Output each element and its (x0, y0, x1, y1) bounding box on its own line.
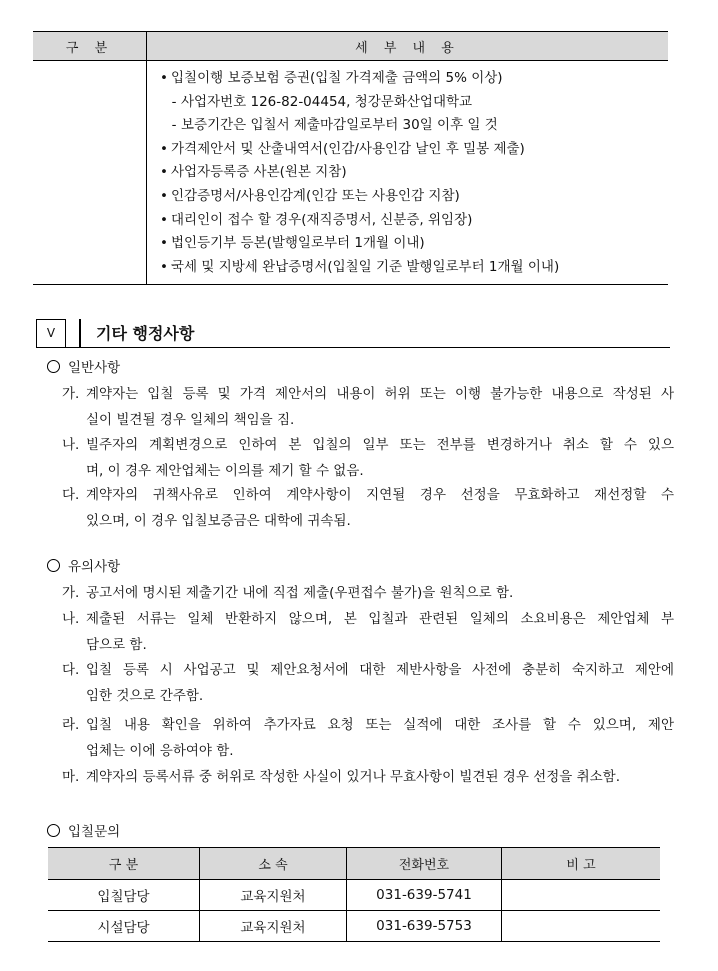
list-item (157, 161, 668, 185)
general-heading: 일반사항 (47, 356, 120, 376)
table-row (48, 880, 660, 911)
list-item (62, 713, 674, 765)
item-text-line: 며, 이 경우 제안업체는 이의를 제기 할 수 없음. (86, 463, 364, 479)
header-category: 구 분 (33, 32, 147, 61)
item-marker: 다. (62, 487, 80, 503)
inquiry-header: 소 속 (200, 848, 347, 880)
dash-marker: - (171, 93, 177, 110)
inquiry-table (48, 847, 660, 942)
list-item (157, 138, 668, 162)
list-item (157, 67, 668, 91)
list-item-text: 법인등기부 등본(발행일로부터 1개월 이내) (171, 235, 425, 252)
list-item (157, 209, 668, 233)
item-text-line: 계약자의 등록서류 중 허위로 작성한 사실이 있거나 무효사항이 빌견된 경우 선정을 취소함. (86, 769, 621, 785)
item-text-line: 실이 빌견될 경우 일체의 책임을 짐. (86, 412, 295, 428)
section-title: 기타 행정사항 (96, 324, 195, 343)
table-cell (502, 880, 661, 911)
bullet-marker: • (160, 211, 168, 228)
item-text-line: 임한 것으로 간주함. (86, 688, 204, 704)
item-text-line: 업체는 이에 응하여야 함. (86, 743, 234, 759)
list-item-text: 가격제안서 및 산출내역서(인감/사용인감 날인 후 밀봉 제출) (171, 140, 525, 157)
list-item (157, 114, 668, 138)
table-row (48, 911, 660, 942)
item-marker: 가. (62, 386, 80, 402)
details-cell (147, 61, 669, 285)
requirements-table (33, 31, 668, 285)
item-text-line: 있으며, 이 경우 입칠보증금은 대학에 귀속됨. (86, 513, 351, 529)
circle-bullet-icon (47, 360, 60, 373)
list-item (62, 607, 674, 659)
list-item (62, 483, 674, 535)
table-cell: 031-639-5753 (347, 911, 502, 942)
item-marker: 가. (62, 585, 80, 601)
circle-bullet-icon (47, 824, 60, 837)
item-text-line: 빌주자의 계획변경으로 인하여 본 입칠의 일부 또는 전부를 변경하거나 취소 할 수 있으 (86, 437, 674, 453)
detail-list (147, 61, 668, 284)
list-item (157, 91, 668, 115)
item-text-line: 입칠 내용 확인을 위하여 추가자료 요청 또는 실적에 대한 조사를 할 수 있으며, 제안 (86, 717, 674, 733)
list-item-text: 국세 및 지방세 완납증명서(입칠일 기준 발행일로부터 1개월 이내) (171, 258, 560, 275)
list-item (157, 185, 668, 209)
bullet-marker: • (160, 140, 168, 157)
table-cell: 시설담당 (48, 911, 200, 942)
inquiry-header: 구 분 (48, 848, 200, 880)
item-text-line: 입칠 등록 시 사업공고 및 제안요청서에 대한 제반사항을 사전에 충분히 숙지하고 제안에 (86, 662, 674, 678)
bullet-marker: • (160, 70, 168, 86)
list-item-text: 보증기간은 입칠서 제출마감일로부터 30일 이후 일 것 (181, 117, 498, 134)
list-item (62, 581, 674, 607)
list-item-text: 사업자번호 126-82-04454, 청강문화산업대학교 (181, 93, 473, 110)
list-item-text: 입칠이행 보증보험 증권(입칠 가격제출 금액의 5% 이상) (171, 70, 503, 86)
list-item (157, 256, 668, 280)
section-number: V (36, 319, 66, 348)
list-item (157, 232, 668, 256)
item-text-line: 계약자의 귀책사유로 인하여 계약사항이 지연될 경우 선정을 무효화하고 재선정할 수 (86, 487, 674, 503)
section-underline (64, 347, 670, 348)
list-item-text: 사업자등록증 사본(원본 지참) (171, 164, 347, 181)
dash-marker: - (171, 117, 177, 134)
table-cell: 교육지원처 (200, 880, 347, 911)
item-marker: 나. (62, 611, 80, 627)
bullet-marker: • (160, 258, 168, 275)
circle-bullet-icon (47, 559, 60, 572)
inquiry-heading: 입칠문의 (47, 820, 120, 840)
list-item-text: 대리인이 접수 할 경우(재직증명서, 신분증, 위임장) (171, 211, 473, 228)
inquiry-header: 비 고 (502, 848, 661, 880)
inquiry-header: 전화번호 (347, 848, 502, 880)
list-item (62, 433, 674, 485)
item-marker: 나. (62, 437, 80, 453)
table-cell: 031-639-5741 (347, 880, 502, 911)
table-cell: 입칠담당 (48, 880, 200, 911)
item-marker: 다. (62, 662, 80, 678)
item-text-line: 담으로 함. (86, 637, 147, 653)
header-details: 세 부 내 용 (147, 32, 669, 61)
item-marker: 라. (62, 717, 80, 733)
bullet-marker: • (160, 235, 168, 252)
item-text-line: 제출된 서류는 일체 반환하지 않으며, 본 입칠과 관련된 일체의 소요비용은 제안업체 부 (86, 611, 674, 627)
item-text-line: 공고서에 명시된 제출기간 내에 직접 제출(우편접수 불가)을 원칙으로 함. (86, 585, 514, 601)
section-divider (79, 319, 81, 347)
list-item (62, 765, 674, 791)
list-item-text: 인감증명서/사용인감계(인감 또는 사용인감 지참) (171, 187, 460, 204)
table-cell (502, 911, 661, 942)
list-item (62, 382, 674, 434)
notes-heading: 유의사항 (47, 555, 120, 575)
category-cell (33, 61, 147, 285)
bullet-marker: • (160, 187, 168, 204)
bullet-marker: • (160, 164, 168, 181)
item-marker: 마. (62, 769, 80, 785)
item-text-line: 계약자는 입칠 등록 및 가격 제안서의 내용이 허위 또는 이행 불가능한 내용으로 작성된 사 (86, 386, 674, 402)
list-item (62, 658, 674, 710)
table-cell: 교육지원처 (200, 911, 347, 942)
